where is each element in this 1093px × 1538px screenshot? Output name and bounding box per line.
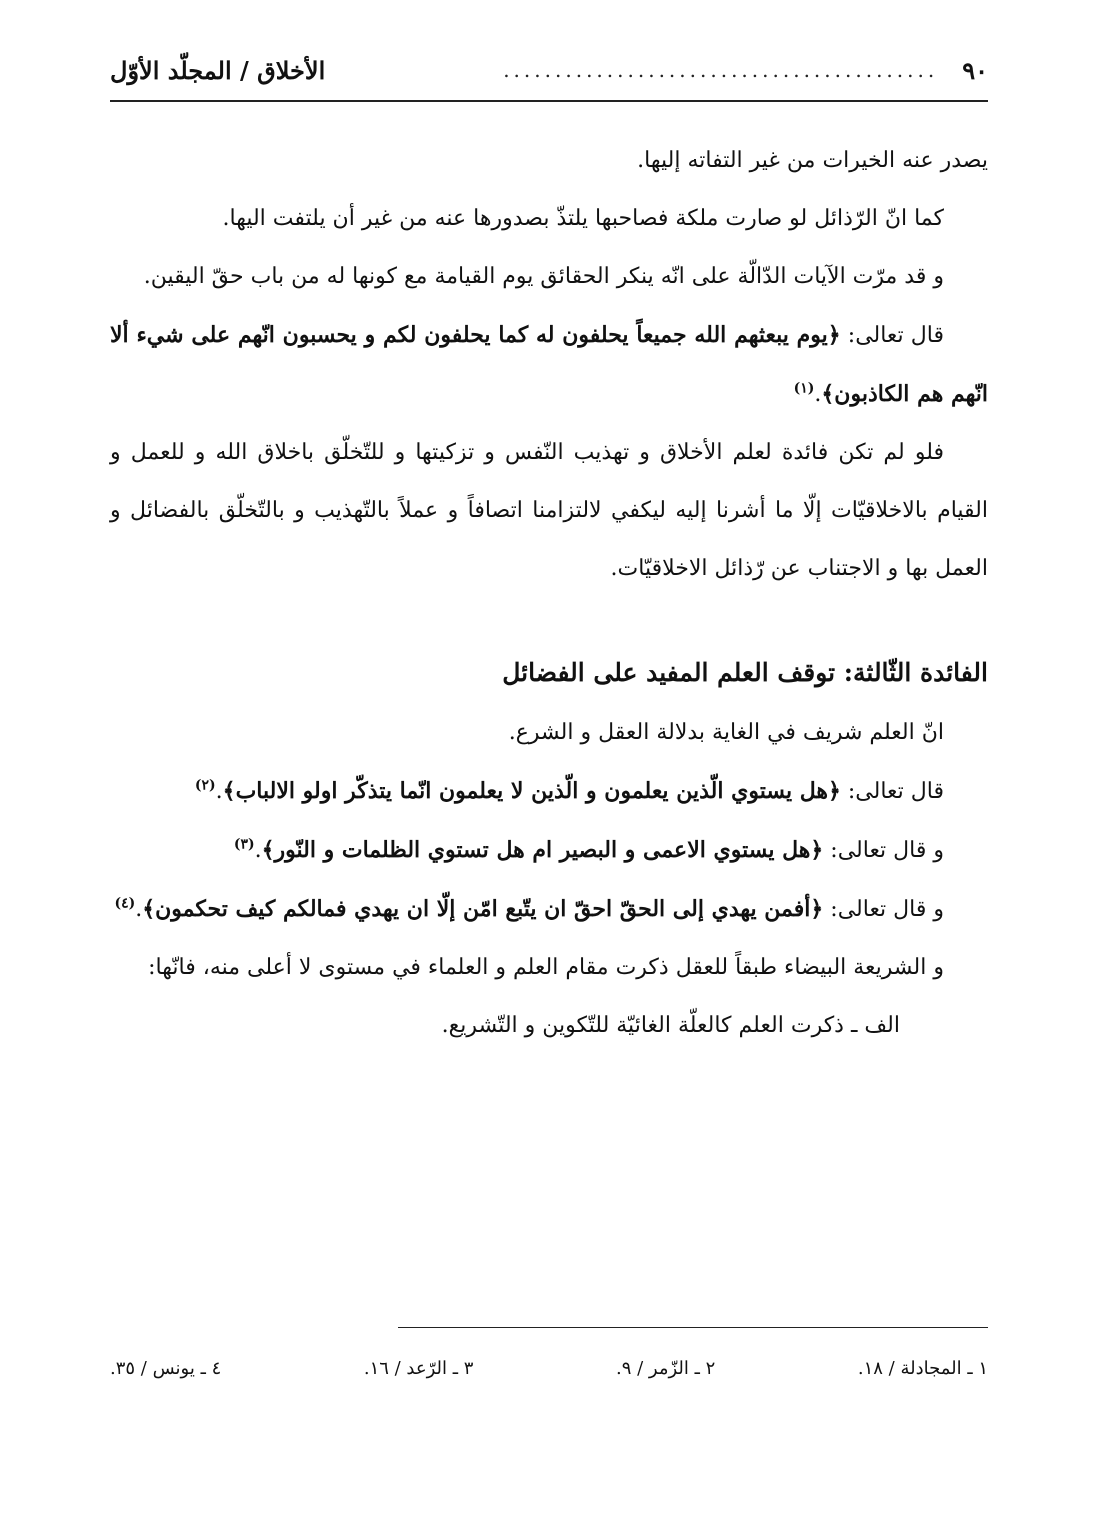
section-heading: الفائدة الثّالثة: توقف العلم المفيد على الفضائل bbox=[502, 658, 988, 687]
page-number: ٩٠ bbox=[962, 55, 988, 85]
header-leader-dots: .......................................... bbox=[503, 58, 939, 82]
open-bracket: ﴿ bbox=[810, 896, 824, 922]
open-bracket: ﴿ bbox=[810, 837, 824, 863]
close-bracket: ﴾ bbox=[261, 837, 275, 863]
period: . bbox=[215, 779, 223, 804]
close-bracket: ﴾ bbox=[821, 381, 835, 407]
quran-citation-paragraph bbox=[110, 880, 988, 939]
footnote-2: ٢ ـ الزّمر / ٩. bbox=[616, 1358, 716, 1379]
footnote-ref: (٢) bbox=[194, 777, 216, 794]
citation-intro: و قال تعالى: bbox=[823, 897, 944, 922]
close-bracket: ﴾ bbox=[222, 778, 236, 804]
footnote-3: ٣ ـ الرّعد / ١٦. bbox=[363, 1358, 474, 1379]
paragraph-continuation: يصدر عنه الخيرات من غير التفاته إليها. bbox=[637, 148, 988, 173]
period: . bbox=[814, 382, 822, 407]
paragraph: كما انّ الرّذائل لو صارت ملكة فصاحبها يلتذّ بصدورها عنه من غير أن يلتفت اليها. bbox=[222, 206, 944, 231]
quran-citation-paragraph bbox=[110, 306, 988, 424]
citation-intro: قال تعالى: bbox=[840, 779, 944, 804]
footnote-divider bbox=[398, 1327, 988, 1328]
footnote-ref: (١) bbox=[793, 380, 815, 397]
paragraph: و قد مرّت الآيات الدّالّة على انّه ينكر الحقائق يوم القيامة مع كونها له من باب حقّ اليقين. bbox=[143, 264, 944, 289]
footnote-ref: (٣) bbox=[233, 836, 255, 853]
period: . bbox=[254, 838, 262, 863]
close-bracket: ﴾ bbox=[142, 896, 156, 922]
period: . bbox=[135, 897, 143, 922]
paragraph: فلو لم تكن فائدة لعلم الأخلاق و تهذيب النّفس و تزكيتها و للتّخلّق باخلاق الله و للعمل و القيام بالاخلاقيّات إلّا ما أشرنا إليه ليكفي لالتزامنا اتصافاً و عملاً بالتّهذيب و بالتّخلّق بالفضائل و العمل بها و الاجتناب عن رّذائل الاخلاقيّات. bbox=[110, 440, 988, 581]
page-body bbox=[110, 132, 988, 1055]
citation-intro: قال تعالى: bbox=[840, 323, 944, 348]
page-header bbox=[110, 40, 988, 102]
book-page bbox=[110, 40, 988, 1379]
paragraph: انّ العلم شريف في الغاية بدلالة العقل و الشرع. bbox=[508, 720, 944, 745]
footnote-1: ١ ـ المجادلة / ١٨. bbox=[857, 1358, 988, 1379]
paragraph: و الشريعة البيضاء طبقاً للعقل ذكرت مقام العلم و العلماء في مستوى لا أعلى منه، فانّها: bbox=[148, 955, 944, 980]
quran-verse: هل يستوي الاعمى و البصير ام هل تستوي الظلمات و النّور bbox=[274, 837, 811, 863]
running-title: الأخلاق / المجلّد الأوّل bbox=[110, 55, 326, 85]
citation-intro: و قال تعالى: bbox=[823, 838, 944, 863]
open-bracket: ﴿ bbox=[828, 778, 841, 804]
quran-verse: يوم يبعثهم الله جميعاً يحلفون له كما يحلفون لكم و يحسبون انّهم على شيء ألا انّهم هم الكاذبون bbox=[110, 322, 988, 407]
quran-citation-paragraph bbox=[110, 821, 988, 880]
list-item: الف ـ ذكرت العلم كالعلّة الغائيّة للتّكوين و التّشريع. bbox=[441, 1013, 900, 1038]
quran-verse: أفمن يهدي إلى الحقّ احقّ ان يتّبع امّن إلّا ان يهدي فمالكم كيف تحكمون bbox=[155, 896, 811, 922]
footnote-4: ٤ ـ يونس / ٣٥. bbox=[110, 1358, 222, 1379]
footnotes bbox=[110, 1358, 988, 1379]
quran-verse: هل يستوي الّذين يعلمون و الّذين لا يعلمون انّما يتذكّر اولو الالباب bbox=[235, 778, 829, 804]
footnote-ref: (٤) bbox=[114, 895, 136, 912]
quran-citation-paragraph bbox=[110, 762, 988, 821]
open-bracket: ﴿ bbox=[827, 322, 841, 348]
